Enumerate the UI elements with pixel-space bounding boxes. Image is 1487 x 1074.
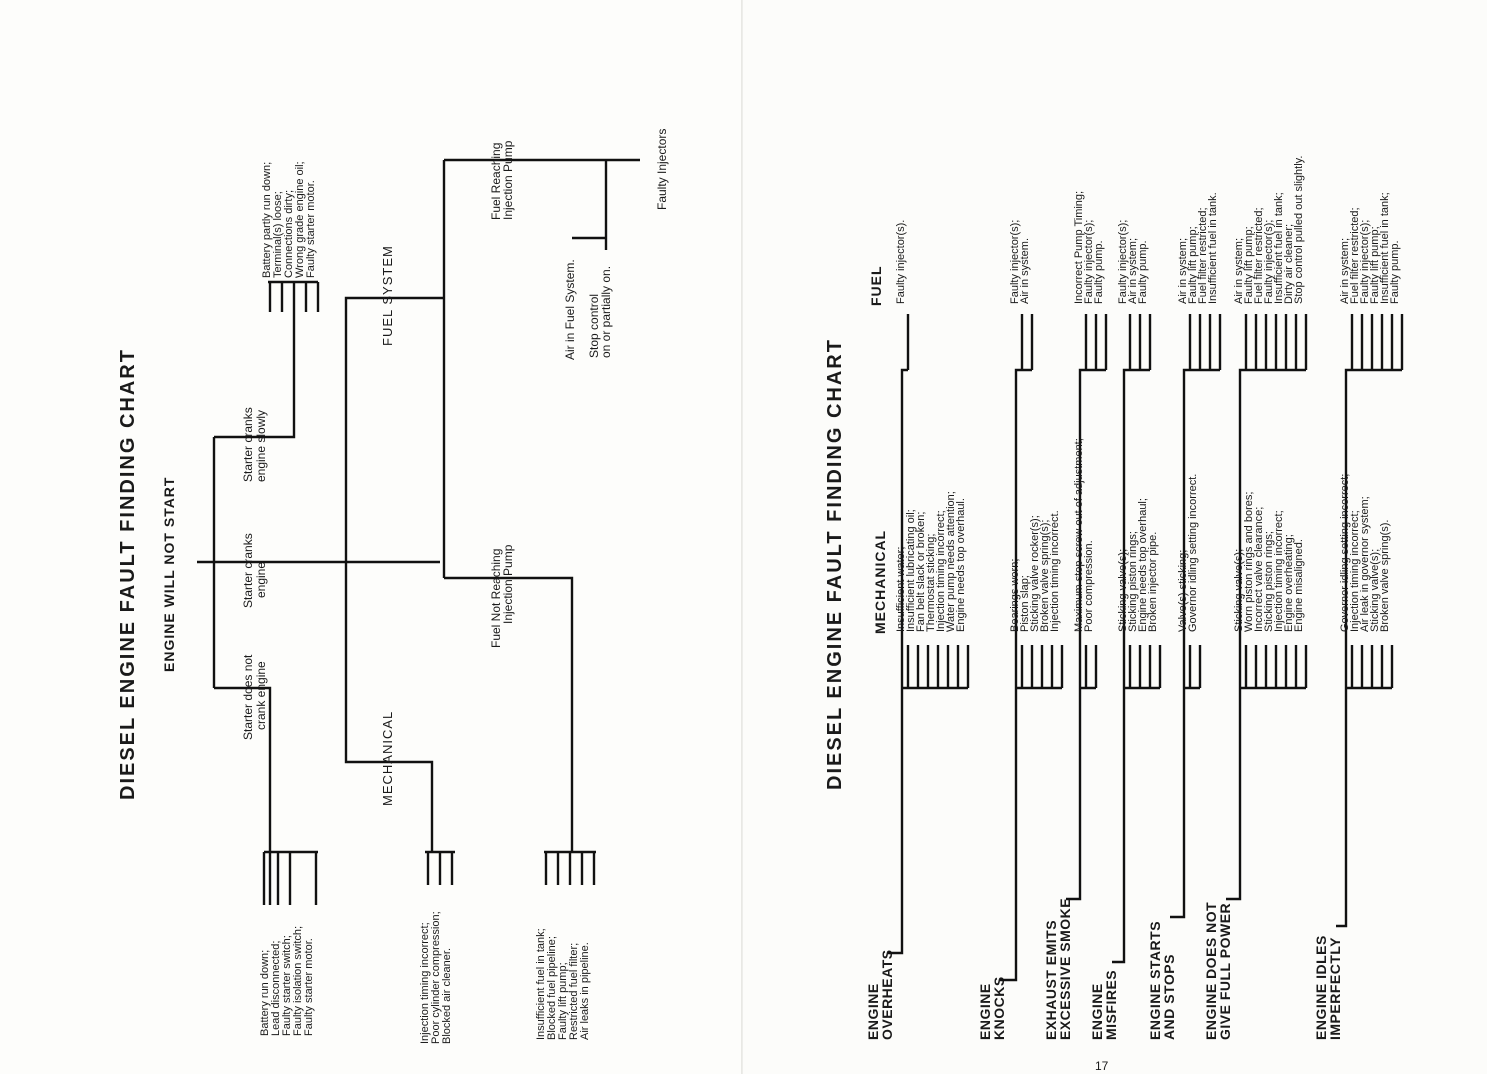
symptom-connector [1000, 314, 1062, 980]
mechanical-cause: Poor compression. [1083, 540, 1095, 632]
cause-item: Insufficient fuel in tank; [535, 928, 547, 1040]
symptom-label: ENGINE DOES NOT [1203, 901, 1219, 1040]
fuel-cause: Air in system; [1233, 237, 1245, 304]
node-stop-control-2: on or partially on. [599, 265, 613, 358]
fuel-cause: Air in system. [1019, 237, 1031, 304]
node-faulty-injectors: Faulty Injectors [655, 128, 669, 210]
fuel-cause: Air in system; [1177, 237, 1189, 304]
mechanical-cause: Insufficient water; [895, 546, 907, 632]
symptom-label: OVERHEATS [879, 949, 895, 1040]
fuel-cause: Fuel filter restricted; [1253, 207, 1265, 304]
fuel-reaching-connector [444, 160, 640, 250]
category-mechanical: MECHANICAL [380, 710, 395, 806]
causes-no-fuel [535, 928, 591, 1040]
right-page [743, 0, 1487, 1074]
left-page [0, 0, 743, 1074]
cause-item: Injection timing incorrect; [419, 922, 431, 1044]
symptom-rows [865, 156, 1402, 1040]
symptom-label: ENGINE [977, 983, 993, 1040]
left-chart [0, 0, 743, 1074]
fuel-cause: Fuel filter restricted; [1197, 207, 1209, 304]
mechanical-cause: Injection timing incorrect; [935, 510, 947, 632]
mechanical-connector [346, 562, 455, 885]
tree-root-connector [197, 437, 440, 688]
symptom-connector [888, 314, 968, 953]
branch-cranks-slowly-2: engine slowly [254, 409, 268, 482]
mechanical-cause: Governor idling setting incorrect. [1187, 473, 1199, 632]
mechanical-cause: Engine needs top overhaul. [955, 498, 967, 632]
cause-item: Poor cylinder compression; [430, 911, 442, 1044]
cause-item: Connections dirty; [283, 189, 295, 278]
branch-cranks-slowly-1: Starter cranks [241, 407, 255, 482]
cause-item: Air leaks in pipeline. [579, 942, 591, 1040]
mechanical-cause: Sticking piston rings; [1263, 531, 1275, 632]
mechanical-cause: Injection timing incorrect. [1049, 510, 1061, 632]
fuel-not-reaching-connector [444, 578, 596, 885]
fuel-cause: Faulty pump. [1137, 240, 1149, 304]
symptom-label: EXCESSIVE SMOKE [1057, 897, 1073, 1040]
fuel-cause: Faulty injector(s); [1009, 219, 1021, 304]
mechanical-cause: Maximum stop screw out of adjustment; [1073, 438, 1085, 632]
category-fuel-system: FUEL SYSTEM [380, 245, 395, 346]
mechanical-cause: Thermostat sticking; [925, 533, 937, 632]
fuel-cause: Incorrect Pump Timing; [1073, 190, 1085, 304]
symptom-label: KNOCKS [991, 976, 1007, 1040]
symptom-label: EXHAUST EMITS [1043, 919, 1059, 1040]
cause-item: Faulty isolation switch; [292, 925, 304, 1036]
mechanical-cause: Sticking valve(s); [1369, 548, 1381, 632]
fuel-cause: Faulty injector(s). [895, 219, 907, 304]
node-fuel-not-reaching-2: Injection Pump [501, 544, 515, 624]
fuel-cause: Air in system; [1339, 237, 1351, 304]
symptom-label: AND STOPS [1161, 954, 1177, 1040]
node-stop-control-1: Stop control [587, 293, 601, 358]
symptom-label: ENGINE [865, 983, 881, 1040]
mechanical-cause: Fan belt slack or broken; [915, 511, 927, 632]
fuel-cause: Dirty air cleaner; [1283, 223, 1295, 304]
symptom-label: ENGINE IDLES [1313, 935, 1329, 1040]
fuel-cause: Faulty injector(s); [1359, 219, 1371, 304]
mechanical-cause: Engine needs top overhaul; [1137, 498, 1149, 632]
right-chart [743, 0, 1487, 1074]
branch-does-not-crank-1: Starter does not [241, 654, 255, 740]
mechanical-cause: Piston slap; [1019, 575, 1031, 632]
mechanical-cause: Engine misaligned. [1293, 539, 1305, 632]
fuel-system-connector [346, 160, 444, 578]
fuel-cause: Stop control pulled out slightly. [1293, 155, 1305, 304]
mechanical-cause: Sticking valve(s); [1117, 548, 1129, 632]
left-chart-subtitle: ENGINE WILL NOT START [161, 476, 177, 672]
fuel-cause: Faulty pump. [1389, 240, 1401, 304]
fuel-cause: Air in system; [1127, 237, 1139, 304]
node-fuel-not-reaching-1: Fuel Not Reaching [489, 548, 503, 648]
node-air-in-fuel: Air in Fuel System. [563, 259, 577, 360]
cause-item: Wrong grade engine oil; [294, 161, 306, 278]
cause-item: Faulty starter motor. [303, 938, 315, 1036]
symptom-label: ENGINE [1089, 983, 1105, 1040]
cause-item: Battery partly run down; [261, 161, 273, 278]
fuel-cause: Fuel filter restricted; [1349, 207, 1361, 304]
mechanical-cause: Insufficient lubricating oil; [905, 509, 917, 632]
left-chart-title: DIESEL ENGINE FAULT FINDING CHART [117, 348, 139, 800]
cause-item: Lead disconnected; [270, 940, 282, 1036]
mechanical-cause: Valve(s) sticking; [1177, 549, 1189, 632]
fuel-cause: Faulty injector(s); [1083, 219, 1095, 304]
node-fuel-reaching-2: Injection Pump [501, 140, 515, 220]
page-number: 17 [1095, 1059, 1109, 1073]
mechanical-cause: Incorrect valve clearance; [1253, 506, 1265, 632]
mechanical-cause: Injection timing incorrect; [1349, 510, 1361, 632]
symptom-label: ENGINE STARTS [1147, 920, 1163, 1040]
mechanical-cause: Worn piston rings and bores; [1243, 491, 1255, 632]
branch-cranks-1: Starter cranks [241, 533, 255, 608]
cause-item: Battery run down; [259, 949, 271, 1036]
branch-cranks-2: engine [254, 561, 268, 598]
cause-item: Faulty starter motor. [305, 180, 317, 278]
causes-no-crank [259, 926, 315, 1036]
mechanical-cause: Engine overheating; [1283, 534, 1295, 632]
mechanical-cause: Broken injector pipe. [1147, 531, 1159, 632]
fuel-cause: Faulty lift pump; [1187, 226, 1199, 304]
fuel-cause: Insufficient fuel in tank. [1207, 192, 1219, 304]
cause-item: Terminal(s) loose; [272, 191, 284, 278]
fuel-cause: Insufficient fuel in tank; [1273, 192, 1285, 304]
mechanical-cause: Sticking valve(s); [1233, 548, 1245, 632]
fuel-cause: Faulty lift pump; [1369, 226, 1381, 304]
fuel-cause: Insufficient fuel in tank; [1379, 192, 1391, 304]
branch-does-not-crank-2: crank engine [254, 661, 268, 730]
header-fuel: FUEL [868, 265, 884, 306]
right-chart-title: DIESEL ENGINE FAULT FINDING CHART [824, 338, 846, 790]
mechanical-cause: Sticking valve rocker(s); [1029, 515, 1041, 632]
symptom-label: IMPERFECTLY [1327, 937, 1343, 1040]
causes-slow [261, 161, 317, 278]
fuel-cause: Faulty pump. [1093, 240, 1105, 304]
mechanical-cause: Injection timing incorrect; [1273, 510, 1285, 632]
mechanical-cause: Broken valve spring(s); [1039, 519, 1051, 632]
cause-item: Blocked air cleaner. [441, 948, 453, 1044]
mechanical-cause: Sticking piston rings; [1127, 531, 1139, 632]
fuel-cause: Faulty injector(s); [1117, 219, 1129, 304]
mechanical-cause: Bearings worn; [1009, 558, 1021, 632]
mechanical-cause: Broken valve spring(s). [1379, 519, 1391, 632]
symptom-label: MISFIRES [1103, 969, 1119, 1040]
header-mechanical: MECHANICAL [872, 529, 888, 634]
symptom-label: GIVE FULL POWER [1217, 902, 1233, 1040]
causes-mechanical [419, 911, 453, 1044]
mechanical-cause: Governor idling setting incorrect; [1339, 473, 1351, 632]
cause-item: Blocked fuel pipeline; [546, 936, 558, 1040]
cause-item: Restricted fuel filter; [568, 942, 580, 1040]
node-fuel-reaching-1: Fuel Reaching [489, 142, 503, 220]
mechanical-cause: Water pump needs attention; [945, 491, 957, 632]
fuel-cause: Faulty lift pump; [1243, 226, 1255, 304]
fuel-cause: Faulty injector(s); [1263, 219, 1275, 304]
symptom-connector [1112, 314, 1160, 962]
cause-item: Faulty starter switch; [281, 935, 293, 1036]
mechanical-cause: Air leak in governor system; [1359, 496, 1371, 632]
cause-item: Faulty lift pump; [557, 962, 569, 1040]
